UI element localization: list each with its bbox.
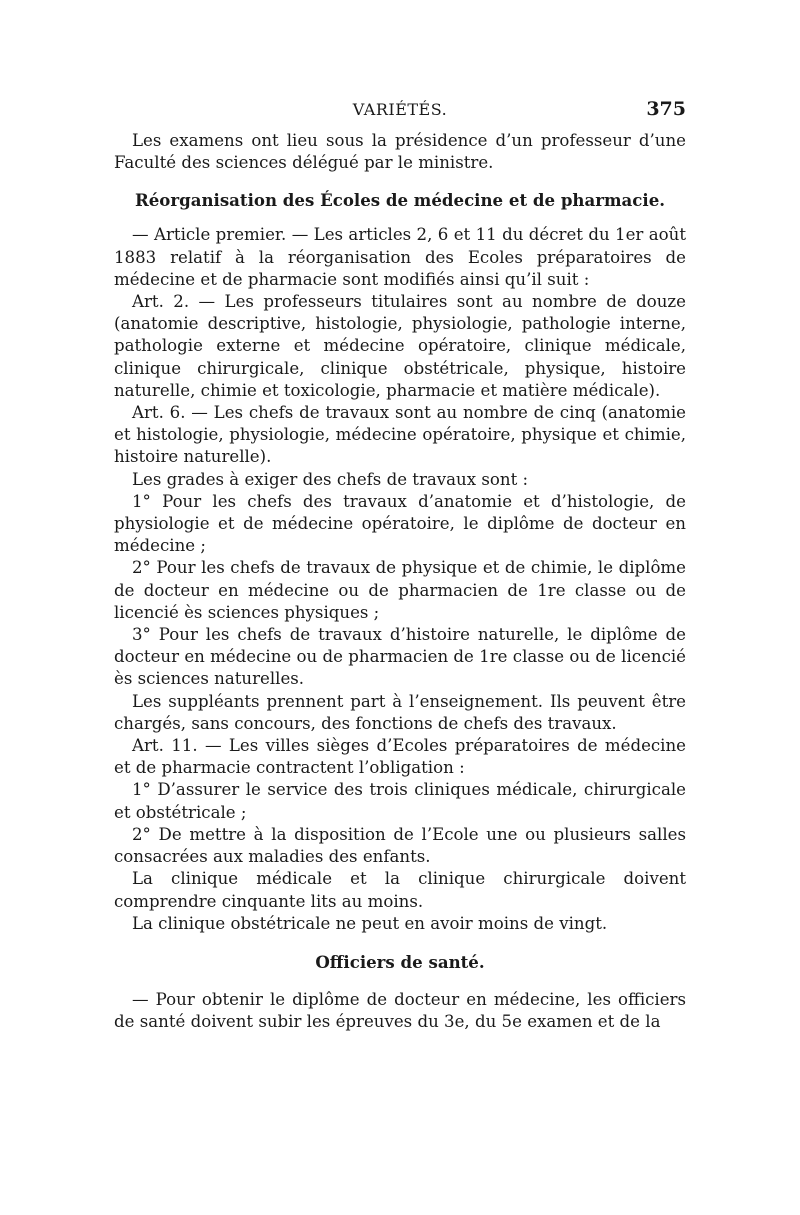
- paragraph-obstetricale: La clinique obstétricale ne peut en avoir moins de vingt.: [132, 913, 608, 933]
- paragraph-lits: La clinique médicale et la clinique chirurgicale doivent comprendre cinquante lits au moins.: [114, 869, 686, 911]
- paragraph-grade-2: 2° Pour les chefs de travaux de physique et de chimie, le diplôme de docteur en médecine ou de pharmacien de 1re classe ou de licencié ès sciences physiques ;: [114, 558, 686, 622]
- paragraph-obligation-1: 1° D’assurer le service des trois cliniques médicale, chirurgicale et obstétricale ;: [114, 780, 686, 822]
- book-page: [114, 98, 686, 1033]
- paragraph-grades: Les grades à exiger des chefs de travaux sont :: [132, 469, 529, 489]
- section-heading-reorganisation: Réorganisation des Écoles de médecine et de pharmacie.: [134, 190, 666, 211]
- paragraph-suppleants: Les suppléants prennent part à l’enseignement. Ils peuvent être chargés, sans concours, des fonctions de chefs des travaux.: [114, 691, 686, 733]
- running-title: VARIÉTÉS.: [352, 100, 448, 119]
- paragraph-grade-1: 1° Pour les chefs des travaux d’anatomie et d’histologie, de physiologie et de médecine opératoire, le diplôme de docteur en médecine ;: [114, 491, 686, 556]
- page-number: 375: [646, 98, 686, 120]
- paragraph-article-premier: — Article premier. — Les articles 2, 6 et 11 du décret du 1er août 1883 relatif à la réorganisation des Ecoles préparatoires de médecine et de pharmacie sont modifiés ainsi qu’il suit :: [114, 225, 686, 289]
- paragraph-grade-3: 3° Pour les chefs de travaux d’histoire naturelle, le diplôme de docteur en médecine ou de pharmacien de 1re classe ou de licencié ès sciences naturelles.: [114, 625, 686, 689]
- paragraph-art-2: Art. 2. — Les professeurs titulaires sont au nombre de douze (anatomie descriptive, histologie, physiologie, pathologie interne, pathologie externe et médecine opératoire, clinique médicale, clinique chirurgicale, clinique obstétricale, physique, histoire naturelle, chimie et toxicologie, pharmacie et matière médicale).: [114, 292, 686, 400]
- paragraph-obligation-2: 2° De mettre à la disposition de l’Ecole une ou plusieurs salles consacrées aux maladies des enfants.: [114, 824, 686, 867]
- paragraph-art-6: Art. 6. — Les chefs de travaux sont au nombre de cinq (anatomie et histologie, physiologie, médecine opératoire, physique et chimie, histoire naturelle).: [114, 403, 686, 467]
- paragraph-officiers-sante: — Pour obtenir le diplôme de docteur en médecine, les officiers de santé doivent subir les épreuves du 3e, du 5e examen et de la: [114, 989, 686, 1032]
- paragraph-art-11: Art. 11. — Les villes sièges d’Ecoles préparatoires de médecine et de pharmacie contractent l’obligation :: [114, 736, 686, 778]
- running-header: [114, 98, 686, 130]
- section-heading-officiers: Officiers de santé.: [315, 951, 485, 972]
- paragraph-examens: Les examens ont lieu sous la présidence d’un professeur d’une Faculté des sciences délégué par le ministre.: [114, 131, 686, 173]
